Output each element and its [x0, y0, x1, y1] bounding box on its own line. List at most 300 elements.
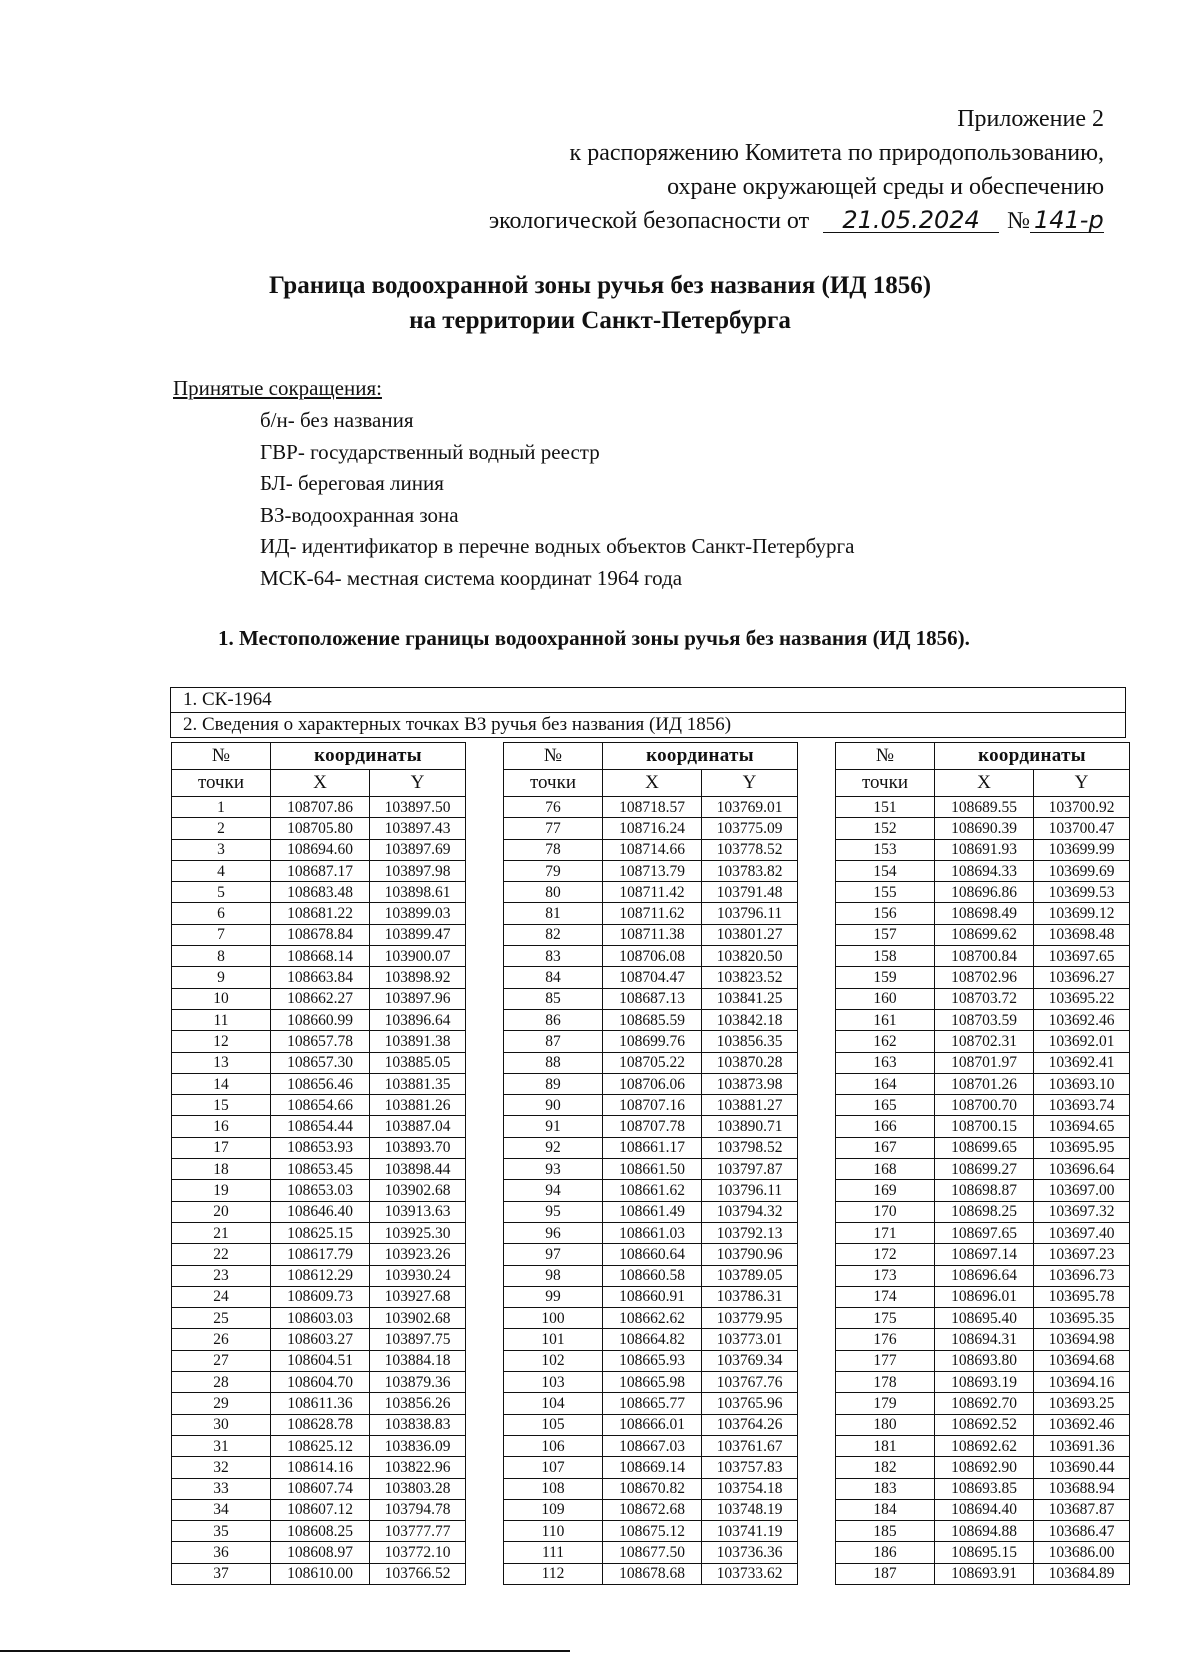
table-row: [172, 1052, 466, 1073]
x-value: 108661.17: [603, 1137, 702, 1158]
x-value: 108625.12: [271, 1435, 370, 1456]
title-line-2: на территории Санкт-Петербурга: [409, 307, 791, 334]
x-value: 108657.30: [271, 1052, 370, 1073]
x-value: 108660.99: [271, 1009, 370, 1030]
table-row: [504, 1372, 798, 1393]
table-row: [504, 1393, 798, 1414]
table-row: [172, 818, 466, 839]
x-value: 108668.14: [271, 946, 370, 967]
point-number: 169: [836, 1180, 935, 1201]
x-value: 108689.55: [935, 797, 1034, 818]
point-number: 182: [836, 1457, 935, 1478]
x-value: 108695.40: [935, 1308, 1034, 1329]
y-value: 103686.47: [1034, 1521, 1130, 1542]
point-number: 13: [172, 1052, 271, 1073]
table-row: [504, 1009, 798, 1030]
x-value: 108664.82: [603, 1329, 702, 1350]
table-frame: [170, 687, 1126, 738]
point-number: 30: [172, 1414, 271, 1435]
y-value: 103697.00: [1034, 1180, 1130, 1201]
table-row: [504, 1308, 798, 1329]
table-row: [836, 946, 1130, 967]
x-value: 108687.13: [603, 988, 702, 1009]
y-value: 103820.50: [702, 946, 798, 967]
y-value: 103898.61: [370, 882, 466, 903]
x-value: 108662.27: [271, 988, 370, 1009]
table-row: [836, 1393, 1130, 1414]
y-value: 103754.18: [702, 1478, 798, 1499]
table-row: [172, 1009, 466, 1030]
handwritten-date: 21.05.2024: [823, 208, 999, 233]
table-row: [504, 946, 798, 967]
y-value: 103696.64: [1034, 1159, 1130, 1180]
point-number: 89: [504, 1073, 603, 1094]
y-value: 103881.35: [370, 1073, 466, 1094]
point-number: 36: [172, 1542, 271, 1563]
x-value: 108693.91: [935, 1563, 1034, 1584]
table-row: [504, 1563, 798, 1584]
y-value: 103694.16: [1034, 1372, 1130, 1393]
table-row: [836, 988, 1130, 1009]
table-row: [836, 1329, 1130, 1350]
point-number: 168: [836, 1159, 935, 1180]
point-number: 33: [172, 1478, 271, 1499]
point-number: 35: [172, 1521, 271, 1542]
y-value: 103767.76: [702, 1372, 798, 1393]
bottom-rule: [0, 1650, 570, 1652]
x-value: 108711.42: [603, 882, 702, 903]
y-value: 103761.67: [702, 1435, 798, 1456]
point-number: 179: [836, 1393, 935, 1414]
y-value: 103794.32: [702, 1201, 798, 1222]
point-number: 90: [504, 1095, 603, 1116]
x-value: 108603.27: [271, 1329, 370, 1350]
point-number: 183: [836, 1478, 935, 1499]
x-value: 108662.62: [603, 1308, 702, 1329]
point-number: 84: [504, 967, 603, 988]
table-row: [172, 1095, 466, 1116]
y-value: 103786.31: [702, 1286, 798, 1307]
x-value: 108713.79: [603, 860, 702, 881]
point-number: 92: [504, 1137, 603, 1158]
point-number: 12: [172, 1031, 271, 1052]
table-row: [504, 1521, 798, 1542]
point-number: 180: [836, 1414, 935, 1435]
y-value: 103897.98: [370, 860, 466, 881]
y-value: 103841.25: [702, 988, 798, 1009]
x-value: 108693.19: [935, 1372, 1034, 1393]
y-value: 103699.12: [1034, 903, 1130, 924]
table-row: [172, 1308, 466, 1329]
point-number: 31: [172, 1435, 271, 1456]
y-value: 103694.65: [1034, 1116, 1130, 1137]
x-value: 108696.64: [935, 1265, 1034, 1286]
table-row: [836, 1286, 1130, 1307]
y-value: 103902.68: [370, 1180, 466, 1201]
y-value: 103823.52: [702, 967, 798, 988]
table-caption-row: 2. Сведения о характерных точках ВЗ ручья без названия (ИД 1856): [183, 714, 732, 735]
table-row: [172, 903, 466, 924]
point-number: 101: [504, 1329, 603, 1350]
x-value: 108705.80: [271, 818, 370, 839]
point-number: 22: [172, 1244, 271, 1265]
y-value: 103748.19: [702, 1499, 798, 1520]
table-row: [836, 1180, 1130, 1201]
y-value: 103773.01: [702, 1329, 798, 1350]
y-value: 103803.28: [370, 1478, 466, 1499]
point-number: 181: [836, 1435, 935, 1456]
point-number: 178: [836, 1372, 935, 1393]
point-number: 112: [504, 1563, 603, 1584]
point-number: 98: [504, 1265, 603, 1286]
table-row: [836, 1031, 1130, 1052]
table-row: [504, 1350, 798, 1371]
x-value: 108718.57: [603, 797, 702, 818]
coords-body: [504, 797, 798, 1585]
x-value: 108667.03: [603, 1435, 702, 1456]
x-value: 108625.15: [271, 1222, 370, 1243]
x-value: 108610.00: [271, 1563, 370, 1584]
point-number: 93: [504, 1159, 603, 1180]
table-system-row: 1. СК-1964: [171, 688, 1125, 713]
header-point: точки: [504, 770, 603, 797]
table-row: [172, 797, 466, 818]
x-value: 108702.96: [935, 967, 1034, 988]
header-x: X: [935, 770, 1034, 797]
table-row: [504, 1286, 798, 1307]
x-value: 108694.60: [271, 839, 370, 860]
y-value: 103898.44: [370, 1159, 466, 1180]
table-row: [836, 1372, 1130, 1393]
y-value: 103692.41: [1034, 1052, 1130, 1073]
point-number: 185: [836, 1521, 935, 1542]
table-row: [836, 1435, 1130, 1456]
x-value: 108654.44: [271, 1116, 370, 1137]
x-value: 108670.82: [603, 1478, 702, 1499]
coords-table: [171, 742, 466, 1585]
point-number: 7: [172, 924, 271, 945]
x-value: 108678.68: [603, 1563, 702, 1584]
table-row: [172, 1435, 466, 1456]
y-value: 103798.52: [702, 1137, 798, 1158]
table-row: [836, 1201, 1130, 1222]
x-value: 108609.73: [271, 1286, 370, 1307]
y-value: 103697.40: [1034, 1222, 1130, 1243]
y-value: 103898.92: [370, 967, 466, 988]
x-value: 108677.50: [603, 1542, 702, 1563]
coords-group-2: [503, 742, 798, 1585]
y-value: 103794.78: [370, 1499, 466, 1520]
y-value: 103693.25: [1034, 1393, 1130, 1414]
y-value: 103697.65: [1034, 946, 1130, 967]
x-value: 108653.03: [271, 1180, 370, 1201]
y-value: 103836.09: [370, 1435, 466, 1456]
table-row: [836, 1052, 1130, 1073]
y-value: 103733.62: [702, 1563, 798, 1584]
y-value: 103769.01: [702, 797, 798, 818]
point-number: 176: [836, 1329, 935, 1350]
coords-group-1: [171, 742, 466, 1585]
y-value: 103697.23: [1034, 1244, 1130, 1265]
header-coords: координаты: [935, 743, 1130, 770]
x-value: 108699.76: [603, 1031, 702, 1052]
point-number: 2: [172, 818, 271, 839]
y-value: 103897.75: [370, 1329, 466, 1350]
point-number: 5: [172, 882, 271, 903]
point-number: 4: [172, 860, 271, 881]
y-value: 103896.64: [370, 1009, 466, 1030]
point-number: 152: [836, 818, 935, 839]
point-number: 29: [172, 1393, 271, 1414]
y-value: 103769.34: [702, 1350, 798, 1371]
y-value: 103690.44: [1034, 1457, 1130, 1478]
x-value: 108711.38: [603, 924, 702, 945]
x-value: 108661.03: [603, 1222, 702, 1243]
page-title: [0, 268, 1200, 338]
x-value: 108692.70: [935, 1393, 1034, 1414]
x-value: 108702.31: [935, 1031, 1034, 1052]
point-number: 172: [836, 1244, 935, 1265]
point-number: 173: [836, 1265, 935, 1286]
table-row: [504, 1031, 798, 1052]
table-row: [172, 967, 466, 988]
x-value: 108693.80: [935, 1350, 1034, 1371]
y-value: 103764.26: [702, 1414, 798, 1435]
table-row: [172, 1244, 466, 1265]
x-value: 108691.93: [935, 839, 1034, 860]
y-value: 103741.19: [702, 1521, 798, 1542]
point-number: 170: [836, 1201, 935, 1222]
x-value: 108698.87: [935, 1180, 1034, 1201]
table-row: [504, 1052, 798, 1073]
abbreviation-item: БЛ- береговая линия: [260, 471, 444, 495]
y-value: 103693.74: [1034, 1095, 1130, 1116]
x-value: 108694.88: [935, 1521, 1034, 1542]
x-value: 108611.36: [271, 1393, 370, 1414]
x-value: 108693.85: [935, 1478, 1034, 1499]
table-row: [172, 839, 466, 860]
x-value: 108607.12: [271, 1499, 370, 1520]
point-number: 105: [504, 1414, 603, 1435]
x-value: 108646.40: [271, 1201, 370, 1222]
point-number: 85: [504, 988, 603, 1009]
y-value: 103870.28: [702, 1052, 798, 1073]
y-value: 103897.69: [370, 839, 466, 860]
table-row: [504, 1435, 798, 1456]
x-value: 108690.39: [935, 818, 1034, 839]
y-value: 103856.35: [702, 1031, 798, 1052]
x-value: 108665.98: [603, 1372, 702, 1393]
point-number: 103: [504, 1372, 603, 1393]
x-value: 108697.14: [935, 1244, 1034, 1265]
coords-group-3: [835, 742, 1130, 1585]
y-value: 103697.32: [1034, 1201, 1130, 1222]
point-number: 24: [172, 1286, 271, 1307]
x-value: 108698.49: [935, 903, 1034, 924]
y-value: 103925.30: [370, 1222, 466, 1243]
table-row: [504, 1457, 798, 1478]
table-row: [172, 1457, 466, 1478]
x-value: 108697.65: [935, 1222, 1034, 1243]
table-row: [172, 1329, 466, 1350]
x-value: 108705.22: [603, 1052, 702, 1073]
point-number: 27: [172, 1350, 271, 1371]
x-value: 108669.14: [603, 1457, 702, 1478]
y-value: 103695.78: [1034, 1286, 1130, 1307]
y-value: 103885.05: [370, 1052, 466, 1073]
x-value: 108628.78: [271, 1414, 370, 1435]
number-label: №: [1007, 208, 1030, 234]
point-number: 154: [836, 860, 935, 881]
x-value: 108672.68: [603, 1499, 702, 1520]
x-value: 108617.79: [271, 1244, 370, 1265]
handwritten-number: 141-р: [1030, 208, 1104, 233]
table-row: [836, 818, 1130, 839]
abbreviation-item: ВЗ-водоохранная зона: [260, 502, 459, 527]
y-value: 103899.47: [370, 924, 466, 945]
x-value: 108653.45: [271, 1159, 370, 1180]
y-value: 103692.46: [1034, 1414, 1130, 1435]
x-value: 108707.86: [271, 797, 370, 818]
y-value: 103736.36: [702, 1542, 798, 1563]
y-value: 103766.52: [370, 1563, 466, 1584]
table-row: [504, 1159, 798, 1180]
x-value: 108700.15: [935, 1116, 1034, 1137]
point-number: 167: [836, 1137, 935, 1158]
y-value: 103789.05: [702, 1265, 798, 1286]
x-value: 108661.49: [603, 1201, 702, 1222]
point-number: 159: [836, 967, 935, 988]
x-value: 108699.65: [935, 1137, 1034, 1158]
table-row: [172, 1372, 466, 1393]
point-number: 3: [172, 839, 271, 860]
table-row: [504, 1244, 798, 1265]
table-row: [836, 1116, 1130, 1137]
table-row: [836, 1350, 1130, 1371]
table-row: [836, 1521, 1130, 1542]
point-number: 110: [504, 1521, 603, 1542]
y-value: 103791.48: [702, 882, 798, 903]
header-coords: координаты: [271, 743, 466, 770]
abbreviation-item: МСК-64- местная система координат 1964 года: [260, 565, 683, 590]
table-row: [836, 1478, 1130, 1499]
point-number: 107: [504, 1457, 603, 1478]
header-y: Y: [702, 770, 798, 797]
point-number: 106: [504, 1435, 603, 1456]
y-value: 103923.26: [370, 1244, 466, 1265]
header-point: точки: [836, 770, 935, 797]
point-number: 91: [504, 1116, 603, 1137]
y-value: 103790.96: [702, 1244, 798, 1265]
x-value: 108700.84: [935, 946, 1034, 967]
table-row: [504, 818, 798, 839]
point-number: 158: [836, 946, 935, 967]
point-number: 16: [172, 1116, 271, 1137]
point-number: 171: [836, 1222, 935, 1243]
table-row: [836, 1222, 1130, 1243]
x-value: 108666.01: [603, 1414, 702, 1435]
header-x: X: [603, 770, 702, 797]
point-number: 97: [504, 1244, 603, 1265]
point-number: 37: [172, 1563, 271, 1584]
x-value: 108703.72: [935, 988, 1034, 1009]
point-number: 25: [172, 1308, 271, 1329]
point-number: 8: [172, 946, 271, 967]
y-value: 103899.03: [370, 903, 466, 924]
x-value: 108660.64: [603, 1244, 702, 1265]
y-value: 103695.35: [1034, 1308, 1130, 1329]
x-value: 108716.24: [603, 818, 702, 839]
point-number: 153: [836, 839, 935, 860]
point-number: 156: [836, 903, 935, 924]
point-number: 163: [836, 1052, 935, 1073]
x-value: 108685.59: [603, 1009, 702, 1030]
x-value: 108675.12: [603, 1521, 702, 1542]
y-value: 103887.04: [370, 1116, 466, 1137]
appendix-sign-line: [344, 204, 1104, 238]
table-row: [836, 1095, 1130, 1116]
x-value: 108604.51: [271, 1350, 370, 1371]
table-row: [836, 797, 1130, 818]
coords-body: [172, 797, 466, 1585]
point-number: 157: [836, 924, 935, 945]
table-row: [836, 1308, 1130, 1329]
x-value: 108706.08: [603, 946, 702, 967]
table-row: [172, 1201, 466, 1222]
point-number: 14: [172, 1073, 271, 1094]
table-row: [504, 839, 798, 860]
table-row: [504, 1329, 798, 1350]
y-value: 103930.24: [370, 1265, 466, 1286]
point-number: 177: [836, 1350, 935, 1371]
header-point: точки: [172, 770, 271, 797]
x-value: 108657.78: [271, 1031, 370, 1052]
coords-table: [503, 742, 798, 1585]
table-row: [172, 1350, 466, 1371]
point-number: 111: [504, 1542, 603, 1563]
x-value: 108653.93: [271, 1137, 370, 1158]
y-value: 103696.73: [1034, 1265, 1130, 1286]
point-number: 20: [172, 1201, 271, 1222]
table-row: [504, 797, 798, 818]
x-value: 108694.33: [935, 860, 1034, 881]
table-row: [836, 1159, 1130, 1180]
table-row: [504, 903, 798, 924]
table-row: [504, 1095, 798, 1116]
x-value: 108711.62: [603, 903, 702, 924]
table-row: [504, 1414, 798, 1435]
y-value: 103694.98: [1034, 1329, 1130, 1350]
header-no: №: [504, 743, 603, 770]
point-number: 184: [836, 1499, 935, 1520]
table-row: [836, 1137, 1130, 1158]
x-value: 108604.70: [271, 1372, 370, 1393]
x-value: 108661.62: [603, 1180, 702, 1201]
table-row: [504, 924, 798, 945]
point-number: 108: [504, 1478, 603, 1499]
y-value: 103698.48: [1034, 924, 1130, 945]
y-value: 103900.07: [370, 946, 466, 967]
table-row: [172, 1031, 466, 1052]
table-row: [836, 903, 1130, 924]
x-value: 108607.74: [271, 1478, 370, 1499]
table-row: [836, 1009, 1130, 1030]
y-value: 103897.50: [370, 797, 466, 818]
y-value: 103757.83: [702, 1457, 798, 1478]
y-value: 103873.98: [702, 1073, 798, 1094]
table-row: [836, 967, 1130, 988]
y-value: 103842.18: [702, 1009, 798, 1030]
